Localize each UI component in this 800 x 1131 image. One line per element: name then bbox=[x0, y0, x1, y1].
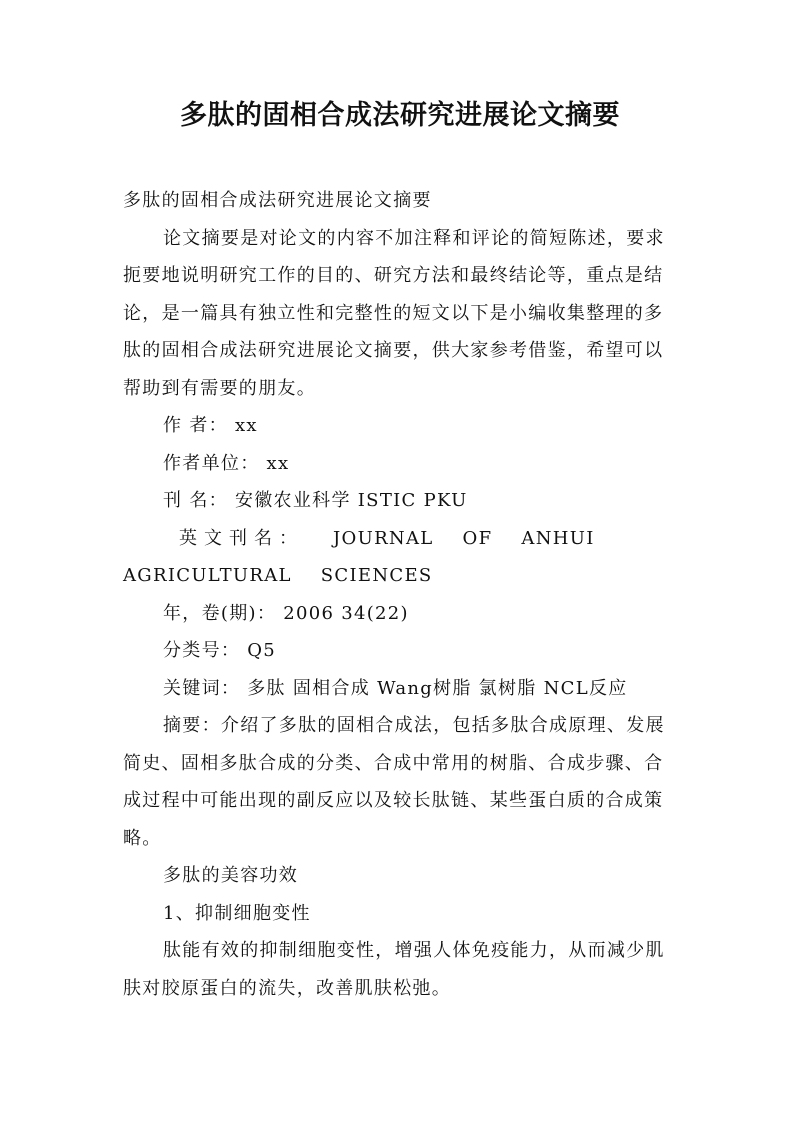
journal-value: 安徽农业科学 ISTIC PKU bbox=[234, 490, 468, 511]
keywords-label: 关键词： bbox=[163, 677, 241, 699]
page-title: 多肽的固相合成法研究进展论文摘要 bbox=[180, 100, 620, 131]
section-title: 多肽的美容功效 bbox=[163, 865, 299, 886]
abstract-label: 摘要： bbox=[163, 715, 221, 736]
document-body bbox=[123, 182, 679, 1007]
journal-english-label: 英文刊名： bbox=[179, 527, 304, 549]
intro-paragraph: 论文摘要是对论文的内容不加注释和评论的简短陈述，要求扼要地说明研究工作的目的、研究方法和最终结论等，重点是结论，是一篇具有独立性和完整性的短文以下是小编收集整理的多肽的固相合成法研究进展论文摘要，供大家参考借鉴，希望可以帮助到有需要的朋友。 bbox=[123, 227, 665, 399]
abstract-text: 介绍了多肽的固相合成法，包括多肽合成原理、发展简史、固相多肽合成的分类、合成中常用的树脂、合成步骤、合成过程中可能出现的副反应以及较长肽链、某些蛋白质的合成策略。 bbox=[123, 715, 665, 849]
journal-line bbox=[123, 482, 679, 520]
subsection-title: 1、抑制细胞变性 bbox=[163, 902, 311, 924]
journal-english-line bbox=[123, 520, 679, 595]
author-line bbox=[123, 407, 679, 445]
author-value: xx bbox=[234, 415, 258, 436]
affiliation-line bbox=[123, 445, 679, 483]
abstract-paragraph bbox=[123, 707, 679, 857]
journal-english-value: JOURNAL OF ANHUI AGRICULTURAL SCIENCES bbox=[123, 527, 595, 586]
author-label: 作 者： bbox=[163, 415, 228, 436]
affiliation-label: 作者单位： bbox=[163, 452, 260, 474]
classification-line bbox=[123, 632, 679, 670]
classification-label: 分类号： bbox=[163, 640, 241, 661]
classification-value: Q5 bbox=[247, 640, 277, 661]
document-heading: 多肽的固相合成法研究进展论文摘要 bbox=[123, 190, 432, 211]
journal-label: 刊 名： bbox=[163, 490, 228, 511]
keywords-line bbox=[123, 670, 679, 708]
volume-label: 年，卷(期)： bbox=[163, 602, 277, 624]
volume-value: 2006 34(22) bbox=[283, 602, 409, 624]
affiliation-value: xx bbox=[266, 452, 290, 474]
subsection-paragraph: 肽能有效的抑制细胞变性，增强人体免疫能力，从而减少肌肤对胶原蛋白的流失，改善肌肤松弛。 bbox=[123, 940, 665, 999]
volume-line bbox=[123, 595, 679, 633]
keywords-value: 多肽 固相合成 Wang树脂 氯树脂 NCL反应 bbox=[247, 677, 628, 699]
